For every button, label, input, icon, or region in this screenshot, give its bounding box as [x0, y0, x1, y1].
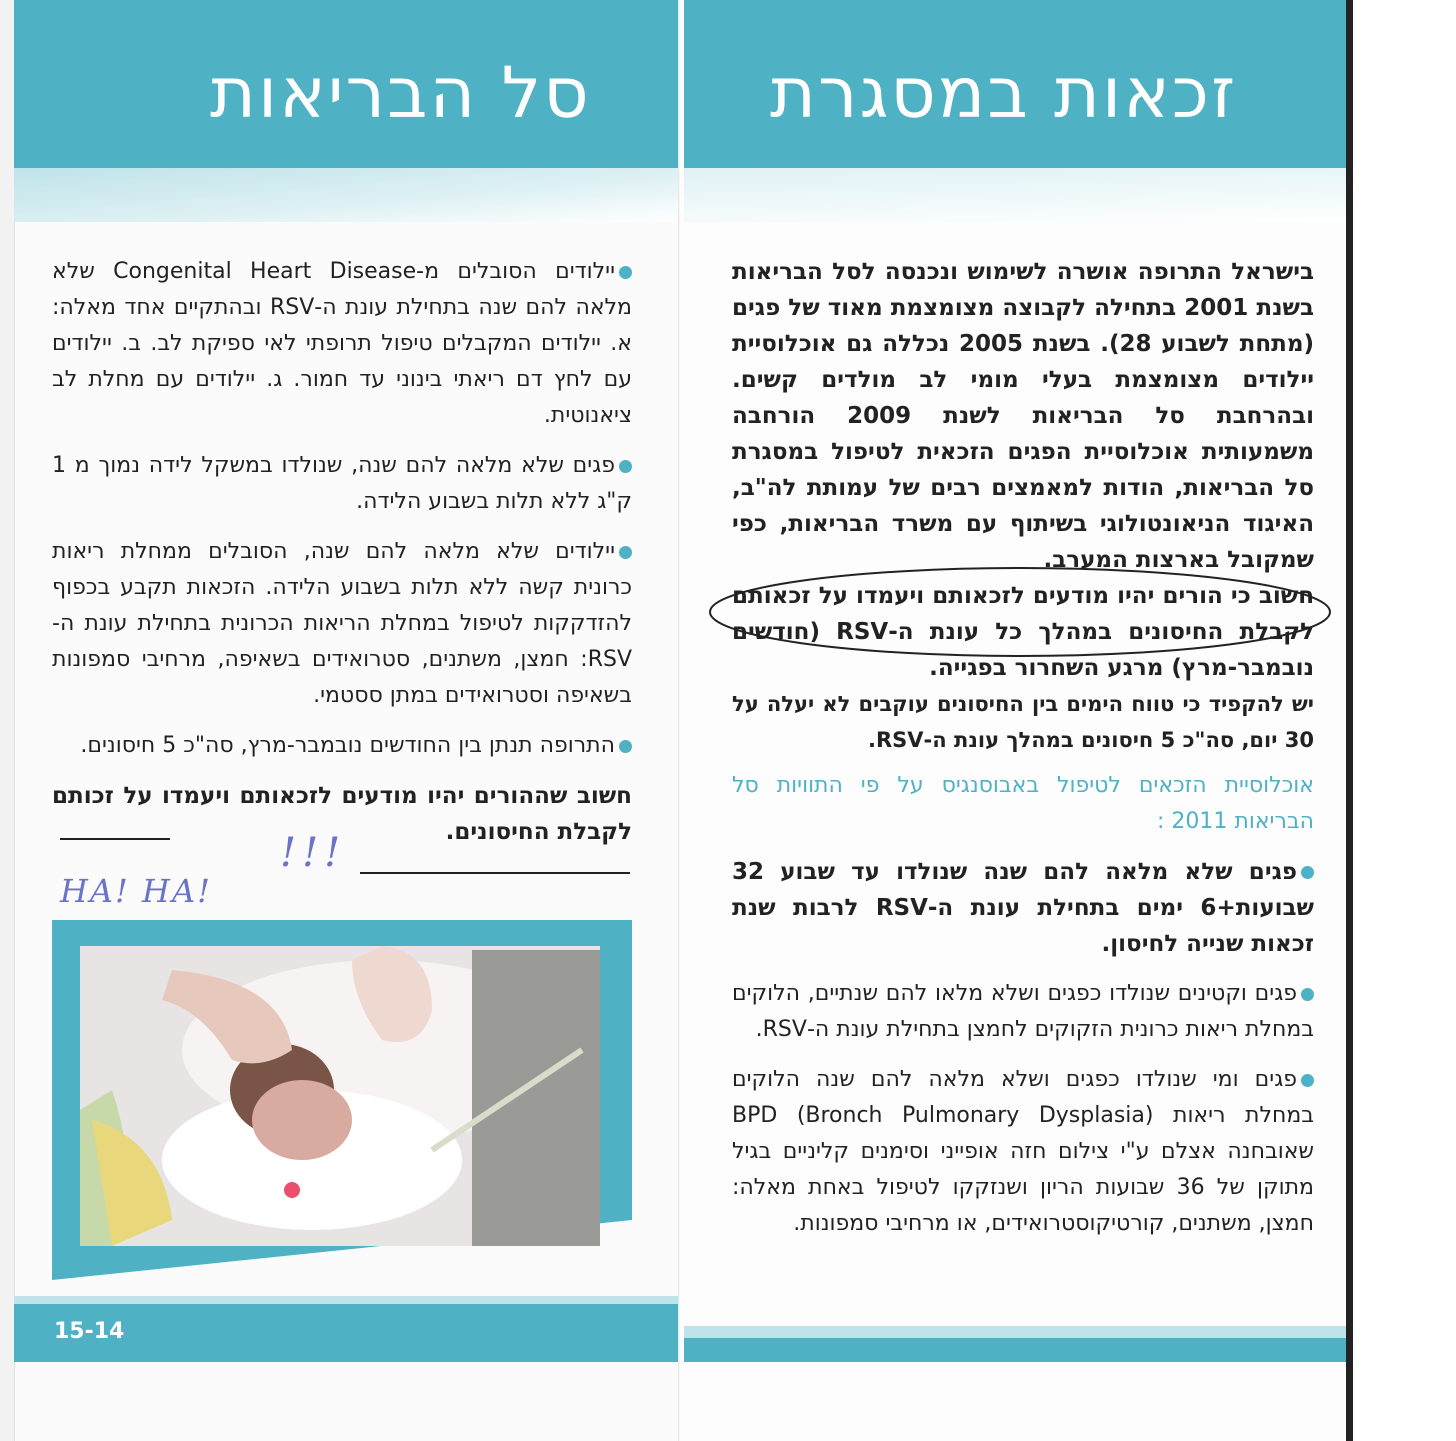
bullet-icon [1301, 866, 1314, 879]
handwritten-exclamations: !!! [280, 830, 347, 876]
list-item [732, 976, 1314, 1048]
footer-light-band [684, 1326, 1346, 1338]
circled-note: חשוב כי הורים יהיו מודעים לזכאותם ויעמדו על זכאותם לקבלת החיסונים במהלך כל עונת ה-RSV (חודשים נובמבר-מרץ) מרגע השחרור בפגייה. [732, 583, 1314, 681]
list-item [732, 1062, 1314, 1242]
bullet-icon [619, 266, 632, 279]
right-page-title: זכאות במסגרת [770, 52, 1238, 134]
bullet-icon [1301, 988, 1314, 1001]
scan-edge [0, 0, 15, 1441]
header-light-stripe [14, 168, 680, 222]
ink-underline [60, 838, 170, 840]
footer-band [684, 1338, 1346, 1362]
list-item [52, 728, 632, 764]
bullet-icon [619, 460, 632, 473]
handwritten-note: HA! HA! [60, 872, 212, 910]
list-item [52, 254, 632, 434]
scan-dark-edge [1346, 0, 1353, 1441]
header-light-stripe [684, 168, 1346, 222]
important-note: חשוב שההורים יהיו מודעים לזכאותם ויעמדו על זכותם לקבלת החיסונים. [52, 783, 632, 845]
intro-paragraph: בישראל התרופה אושרה לשימוש ונכנסה לסל הבריאות בשנת 2001 בתחילה לקבוצה מצומצמת מאוד של פגים (מתחת לשבוע 28). בשנת 2005 נכללה גם אוכלוסיית יילודים מצומצמת בעלי מומי לב מולדים קשים. ובהרחבת סל הבריאות לשנת 2009 הורחבה משמעותית אוכלוסיית הפגים הזכאית לטיפול במסגרת סל הבריאות, הודות למאמצים רבים של עמותת לה"ב, האיגוד הניאונטולוגי בשיתוף עם משרד הבריאות, כפי שמקובל בארצות המערב. [732, 259, 1315, 573]
ink-underline [360, 872, 630, 874]
bullet-icon [619, 546, 632, 559]
bullet-text: פגים וקטינים שנולדו כפגים ושלא מלאו להם שנתיים, הלוקים במחלת ריאות כרונית הזקוקים לחמצן בתחילת עונת ה-RSV. [732, 981, 1314, 1042]
left-page-title: סל הבריאות [210, 52, 591, 134]
page-number: 15-14 [54, 1319, 125, 1344]
left-text-column [52, 254, 632, 850]
right-page [680, 0, 1456, 1441]
right-text-column [732, 254, 1314, 1256]
bullet-text: יילודים שלא מלאה להם שנה, הסובלים ממחלת ריאות כרונית קשה ללא תלות בשבוע הלידה. הזכאות תקבע בכפוף להזדקקות לטיפול במחלת הריאות הכרונית בתחילת עונת ה-RSV: חמצן, משתנים, סטרואידים בשאיפה, מרחיבי סמפונות בשאיפה וסטרואידים במתן ססטמי. [52, 539, 632, 708]
list-item [732, 854, 1314, 962]
bullet-text: יילודים הסובלים מ-Congenital Heart Disease שלא מלאה להם שנה בתחילת עונת ה-RSV ובהתקיים אחד מאלה: א. יילודים המקבלים טיפול תרופתי לאי ספיקת לב. ב. יילודים עם לחץ דם ריאתי בינוני עד חמור. ג. יילודים עם מחלת לב ציאנוטית. [52, 259, 632, 428]
photo-illustration [52, 920, 632, 1280]
bullet-text: פגים שלא מלאה להם שנה, שנולדו במשקל לידה נמוך מ 1 ק"ג ללא תלות בשבוע הלידה. [52, 453, 632, 514]
eligibility-subheading: אוכלוסיית הזכאים לטיפול באבוסנגיס על פי התוויות סל הבריאות 2011 : [732, 773, 1314, 834]
ink-circle-annotation [705, 563, 1335, 661]
bullet-icon [1301, 1074, 1314, 1087]
left-page [0, 0, 680, 1441]
bullet-text: פגים ומי שנולדו כפגים ושלא מלאה להם שנה הלוקים במחלת ריאות BPD (Bronch Pulmonary Dysplasia) שאובחנה אצלם ע"י צילום חזה אופייני וסימנים קליניים בגיל מתוקן של 36 שבועות הריון ושנזקקו לטיפול באחת מאלה: חמצן, משתנים, קורטיקוסטרואידים, או מרחיבי סמפונות. [732, 1067, 1315, 1236]
interval-note: יש להקפיד כי טווח הימים בין החיסונים עוקבים לא יעלה על 30 יום, סה"כ 5 חיסונים במהלך עונת ה-RSV. [732, 692, 1314, 752]
bullet-icon [619, 740, 632, 753]
list-item [52, 534, 632, 714]
baby-photo [52, 920, 632, 1280]
bullet-text: התרופה תנתן בין החודשים נובמבר-מרץ, סה"כ 5 חיסונים. [80, 733, 615, 758]
scan-outer-margin [1346, 0, 1456, 1441]
bullet-text: פגים שלא מלאה להם שנה שנולדו עד שבוע 32 שבועות+6 ימים בתחילת עונת ה-RSV לרבות שנת זכאות שנייה לחיסון. [732, 859, 1314, 957]
list-item [52, 448, 632, 520]
